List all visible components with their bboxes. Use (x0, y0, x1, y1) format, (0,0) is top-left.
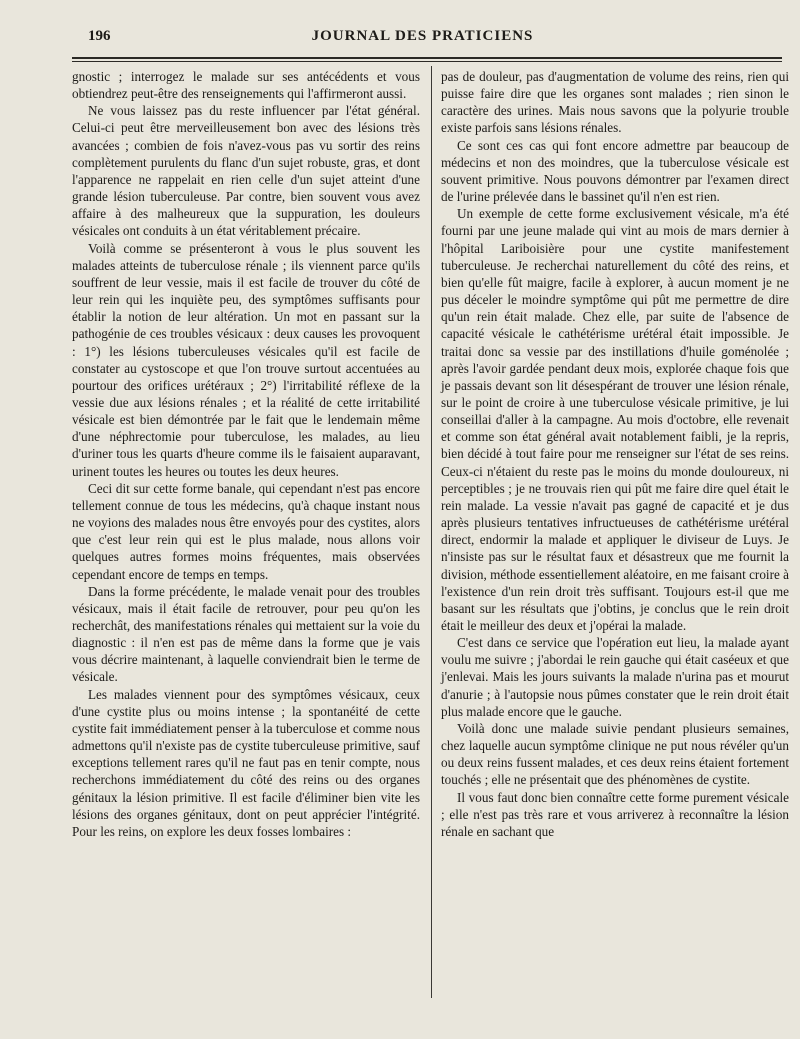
paragraph: Voilà comme se présenteront à vous le plus souvent les malades atteints de tuberculose rénale ; ils viennent parce qu'ils souffrent de leur vessie, mais il est facile de trouver du côté de leur rein qui les inquiète peu, des symptômes suffisants pour établir la notion de leur altération. Un mot en passant sur la pathogénie de ces troubles vésicaux : deux causes les provoquent : 1°) les lésions tuberculeuses vésicales qu'il est facile de constater au cystoscope et que l'on trouve surtout accentuées au pourtour des orifices urétéraux ; 2°) l'irritabilité réflexe de la vessie due aux lésions rénales ; et la réalité de cette irritabilité vésicale est bien démontrée par le fait que le lendemain même d'une néphrectomie pour tuberculose, les malades, au lieu d'uriner tous les quarts d'heure comme ils le faisaient auparavant, urinent toutes les heures ou toutes les deux heures. (72, 240, 420, 479)
column-divider (431, 66, 432, 998)
paragraph: Il vous faut donc bien connaître cette forme purement vésicale ; elle n'est pas très rare et vous arriverez à reconnaître la lésion rénale en sachant que (441, 789, 789, 839)
paragraph: gnostic ; interrogez le malade sur ses antécédents et vous obtiendrez peut-être des renseignements qui l'affirmeront aussi. (72, 69, 420, 102)
paragraph: Voilà donc une malade suivie pendant plusieurs semaines, chez laquelle aucun symptôme clinique ne put nous révéler qu'un ou deux reins fussent malades, et ces deux reins étaient fortement touchés ; elle ne présentait que des phénomènes de cystite. (441, 720, 789, 788)
running-title: JOURNAL DES PRATICIENS (311, 28, 534, 44)
paragraph: pas de douleur, pas d'augmentation de volume des reins, rien qui puisse faire dire que les organes sont malades ; rien sinon le caractère des urines. Mais nous savons que la polyurie trouble existe parfois sans lésions rénales. (441, 69, 789, 136)
paragraph: Ne vous laissez pas du reste influencer par l'état général. Celui-ci peut être merveilleusement bon avec des lésions très avancées ; combien de fois n'avez-vous pas vu sortir des reins complètement purulents du flanc d'un sujet robuste, gras, et dont l'apparence ne rappelait en rien celle d'un sujet atteint d'une grande lésion tuberculeuse. Par contre, bien souvent vous avez affaire à des malheureux que la suppuration, les douleurs vésicales ont conduits à un état véritablement précaire. (72, 103, 420, 239)
page-header (60, 28, 785, 54)
paragraph: C'est dans ce service que l'opération eut lieu, la malade ayant voulu me suivre ; j'abordai le rein gauche qui était caséeux et que j'enlevai. Mais les jours suivants la malade n'urina pas et mourut d'anurie ; à l'autopsie nous pûmes constater que le rein droit était plus malade encore que le gauche. (441, 635, 789, 719)
paragraph: Les malades viennent pour des symptômes vésicaux, ceux d'une cystite plus ou moins intense ; la spontanéité de cette cystite fait immédiatement penser à la tuberculose et comme nous admettons qu'il n'existe pas de cystite tuberculeuse primitive, sauf exceptions tellement rares qu'il ne faut pas en tenir compte, nous recherchons immédiatement du côté des reins ou des organes génitaux la lésion primitive. Il est facile d'éliminer bien vite les lésions des organes génitaux, dont on peut apprécier l'intégrité. Pour les reins, on explore les deux fosses lombaires : (72, 686, 420, 839)
paragraph: Un exemple de cette forme exclusivement vésicale, m'a été fourni par une jeune malade qui vint au mois de mars dernier à l'hôpital Lariboisière pour une cystite manifestement tuberculeuse. Je recherchai naturellement du côté des reins, et bien qu'elle fût maigre, facile à explorer, à aucun moment je ne pus déceler le moindre symptôme qui pût me permettre de dire qu'un rein était malade. Chez elle, par suite de l'absence de capacité vésicale le cathétérisme urétéral était impossible. Je traitai donc sa vessie par des instillations d'huile goménolée ; après l'avoir gardée pendant deux mois, explorée chaque fois que je passais devant son lit désespérant de trouver une lésion rénale, sur le point de croire à une tuberculose vésicale primitive, je lui conseillai d'aller à la campagne. Au mois d'octobre, elle revenait et comme son état général avait notablement faibli, je la repris, bien décidé à tout faire pour me renseigner sur l'état de ses reins. Ceux-ci n'étaient du reste pas le moins du monde douloureux, ni perceptibles ; je ne trouvais rien qui pût me faire dire quel était le rein malade. La vessie n'avait pas gagné de capacité et je dus après plusieurs tentatives infructueuses de cathétérisme urétéral direct, endormir la malade et appliquer le diviseur de Luys. Je n'insiste pas sur le résultat faux et désastreux que me fournit la division, méthode essentiellement aléatoire, en me faisant croire à l'existence d'un rein droit très suffisant. Toujours est-il que me basant sur les résultats que j'obtins, je conclus que le rein droit était le meilleur des deux et j'opérai la malade. (441, 206, 789, 633)
page-number: 196 (88, 28, 111, 44)
paragraph: Ce sont ces cas qui font encore admettre par beaucoup de médecins et non des moindres, que la tuberculose vésicale est souvent primitive. Nous pouvons démontrer par l'examen direct de l'urine prélevée dans le bassinet qu'il n'en est rien. (441, 137, 789, 205)
header-rule-thin (72, 61, 782, 62)
paragraph: Ceci dit sur cette forme banale, qui cependant n'est pas encore tellement connue de tous les médecins, qu'à chaque instant nous ne voyions des malades nous être envoyés pour des cystites, alors que c'est leur rein qui est le plus malade, nous allons voir quelques autres formes moins fréquentes, mais observées cependant encore de temps en temps. (72, 480, 420, 582)
paragraph: Dans la forme précédente, le malade venait pour des troubles vésicaux, mais il était facile de retrouver, pour peu qu'on les recherchât, des manifestations rénales qui mettaient sur la voie du diagnostic : il n'en est pas de même dans la forme que je vais vous décrire maintenant, à laquelle conviendrait bien le terme de vésicale. (72, 583, 420, 685)
left-column (72, 68, 420, 840)
header-rule (72, 57, 782, 59)
right-column (441, 68, 789, 840)
